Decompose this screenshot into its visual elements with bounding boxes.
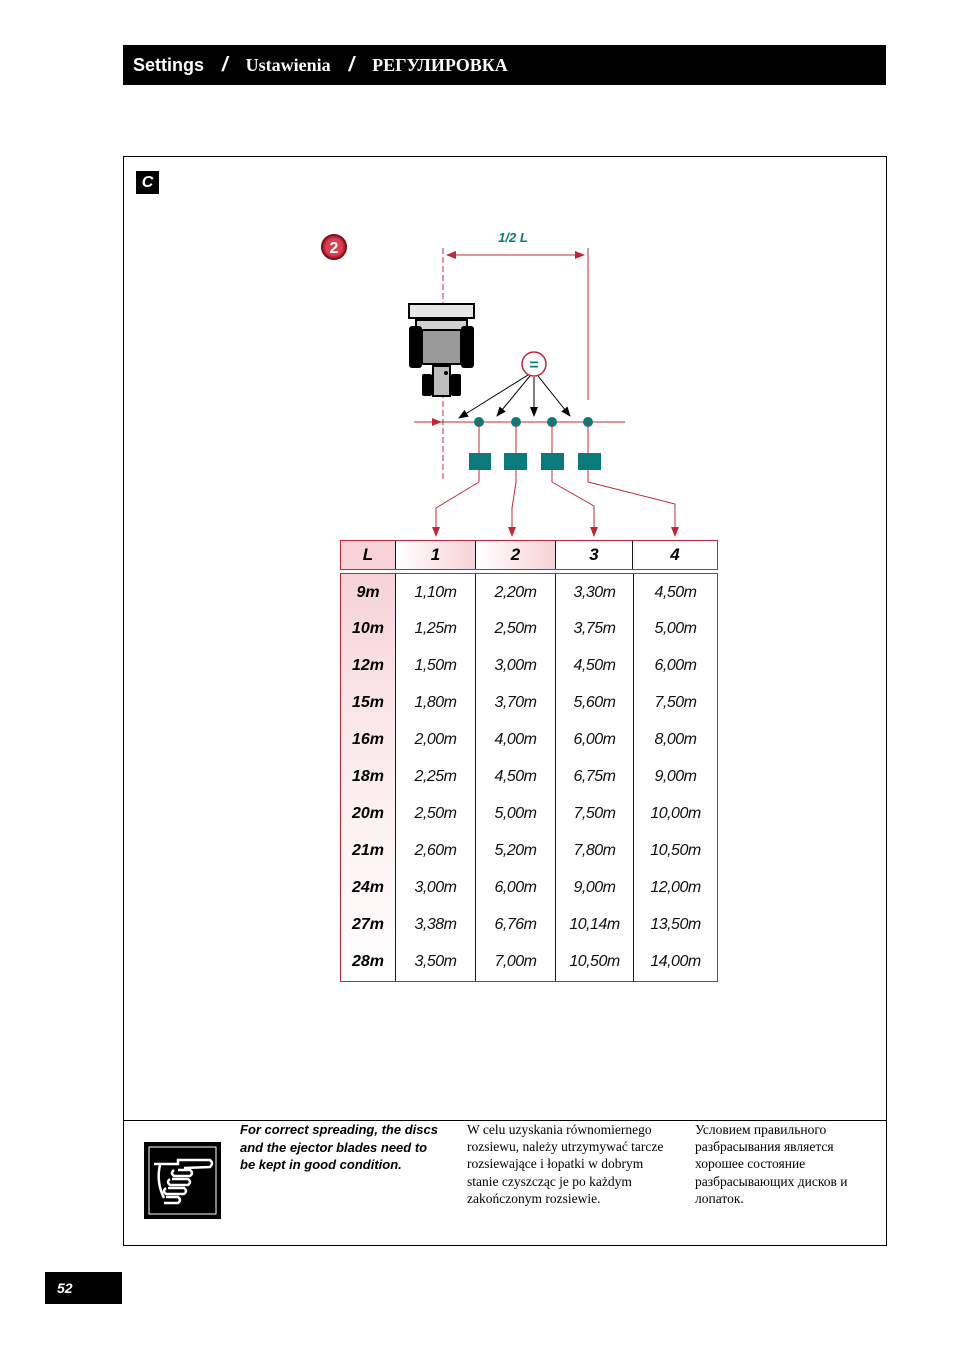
table-cell-col-1: 1,50m	[414, 657, 457, 675]
row-width-label: 20m	[351, 804, 385, 822]
table-cell-col-2: 7,00m	[494, 952, 537, 970]
equal-arrow-2	[497, 376, 530, 416]
table-cell-col-4: 9,00m	[654, 768, 697, 785]
note-text-ru: Условием правильного разбрасывания является хорошее состояние разбрасывающих дисков и лопаток.	[695, 1122, 848, 1206]
table-cell-col-3: 5,60m	[573, 694, 616, 712]
header-cell-3: 3	[556, 541, 632, 569]
header-title-en: Settings	[133, 54, 205, 75]
column-connector-3	[552, 482, 594, 536]
header-cell-4: 4	[633, 541, 717, 569]
table-cell-col-3: 7,80m	[573, 841, 616, 859]
table-cell-col-3: 4,50m	[573, 657, 616, 675]
table-cell-col-2: 6,00m	[494, 878, 537, 896]
table-row	[341, 795, 717, 832]
table-cell-col-2: 4,00m	[494, 731, 537, 749]
column-connector-4	[588, 482, 675, 536]
row-width-label: 16m	[351, 731, 385, 749]
table-row	[341, 685, 717, 722]
row-width-label: 15m	[351, 694, 385, 712]
table-cell-col-2: 5,00m	[494, 804, 537, 822]
table-row	[341, 574, 717, 611]
table-row	[341, 869, 717, 906]
row-width-label: 27m	[351, 915, 385, 933]
row-width-label: 12m	[351, 657, 385, 675]
table-cell-col-3: 3,75m	[573, 620, 616, 638]
table-cell-col-2: 3,00m	[494, 657, 537, 675]
half-width-label: 1/2 L	[498, 230, 528, 245]
table-header	[340, 540, 718, 570]
page-number-badge	[45, 1272, 122, 1304]
table-row	[341, 648, 717, 685]
table-row	[341, 906, 717, 943]
tramline-block-2	[504, 453, 527, 470]
table-cell-col-4: 6,00m	[654, 657, 697, 675]
table-cell-col-1: 2,25m	[414, 768, 457, 785]
header-separator: /	[222, 53, 228, 76]
table-cell-col-1: 3,38m	[414, 915, 457, 933]
table-row	[341, 759, 717, 796]
section-label: C	[136, 171, 159, 194]
table-cell-col-3: 6,00m	[573, 731, 616, 749]
equal-sign: =	[529, 357, 539, 374]
table-cell-col-4: 12,00m	[650, 878, 701, 896]
row-width-label: 18m	[351, 768, 385, 785]
table-cell-col-1: 2,00m	[414, 731, 457, 749]
table-cell-col-4: 5,00m	[654, 620, 697, 638]
note-text-pl: W celu uzyskania równomiernego rozsiewu, należy utrzymywać tarcze rozsiewające i łopatki w dobrym stanie czyszcząc je po każdym zakończonym rozsiewie.	[467, 1122, 664, 1206]
table-row	[341, 943, 717, 980]
column-connector-2	[512, 482, 516, 536]
table-cell-col-2: 6,76m	[494, 915, 537, 933]
pointing-hand-icon	[144, 1142, 221, 1219]
settings-table	[340, 573, 718, 982]
table-cell-col-1: 2,60m	[414, 841, 457, 859]
table-cell-col-4: 13,50m	[650, 915, 701, 933]
table-cell-col-1: 2,50m	[414, 804, 457, 822]
table-cell-col-2: 2,50m	[494, 620, 537, 638]
header-cell-2: 2	[476, 541, 555, 569]
table-cell-col-1: 3,00m	[414, 878, 457, 896]
table-row	[341, 611, 717, 648]
table-cell-col-2: 3,70m	[494, 694, 537, 712]
row-width-label: 28m	[351, 952, 385, 970]
table-cell-col-4: 10,00m	[650, 804, 701, 822]
equal-arrow-1	[459, 375, 528, 418]
row-width-label: 21m	[351, 841, 385, 859]
row-width-label: 24m	[351, 878, 385, 896]
table-cell-col-2: 5,20m	[494, 841, 537, 859]
table-cell-col-3: 7,50m	[573, 804, 616, 822]
table-cell-col-1: 1,10m	[414, 583, 457, 601]
step-badge-number: 2	[329, 240, 339, 257]
column-connector-1	[436, 482, 479, 536]
table-cell-col-4: 10,50m	[650, 841, 701, 859]
table-cell-col-4: 8,00m	[654, 731, 697, 749]
table-cell-col-4: 14,00m	[650, 952, 701, 970]
page-number: 52	[57, 1280, 73, 1296]
header-separator: /	[348, 53, 355, 76]
table-cell-col-3: 10,14m	[569, 915, 620, 933]
table-cell-col-1: 1,25m	[414, 620, 457, 638]
equal-arrow-4	[538, 376, 570, 416]
header-cell-1: 1	[396, 541, 475, 569]
table-cell-col-3: 9,00m	[573, 878, 616, 896]
table-cell-col-4: 7,50m	[654, 694, 697, 712]
tractor-icon	[409, 304, 474, 396]
table-row	[341, 832, 717, 869]
row-width-label: 9m	[356, 583, 380, 601]
step-badge	[322, 235, 346, 259]
table-cell-col-2: 2,20m	[494, 583, 537, 601]
header-title-ru: РЕГУЛИРОВКА	[372, 54, 508, 75]
header-title-pl: Ustawienia	[245, 54, 331, 75]
table-cell-col-1: 1,80m	[414, 694, 457, 712]
note-text-en: For correct spreading, the discs and the ejector blades need to be kept in good condition.	[240, 1122, 438, 1172]
tramline-block-4	[578, 453, 601, 470]
table-cell-col-3: 6,75m	[573, 768, 616, 785]
table-cell-col-3: 3,30m	[573, 583, 616, 601]
row-width-label: 10m	[351, 620, 385, 638]
tramline-block-3	[541, 453, 564, 470]
header-cell-l: L	[341, 541, 395, 569]
table-row	[341, 722, 717, 759]
tramline-block-1	[469, 453, 491, 470]
table-cell-col-1: 3,50m	[414, 952, 457, 970]
table-cell-col-4: 4,50m	[654, 583, 697, 601]
table-cell-col-2: 4,50m	[494, 768, 537, 785]
table-cell-col-3: 10,50m	[569, 952, 620, 970]
